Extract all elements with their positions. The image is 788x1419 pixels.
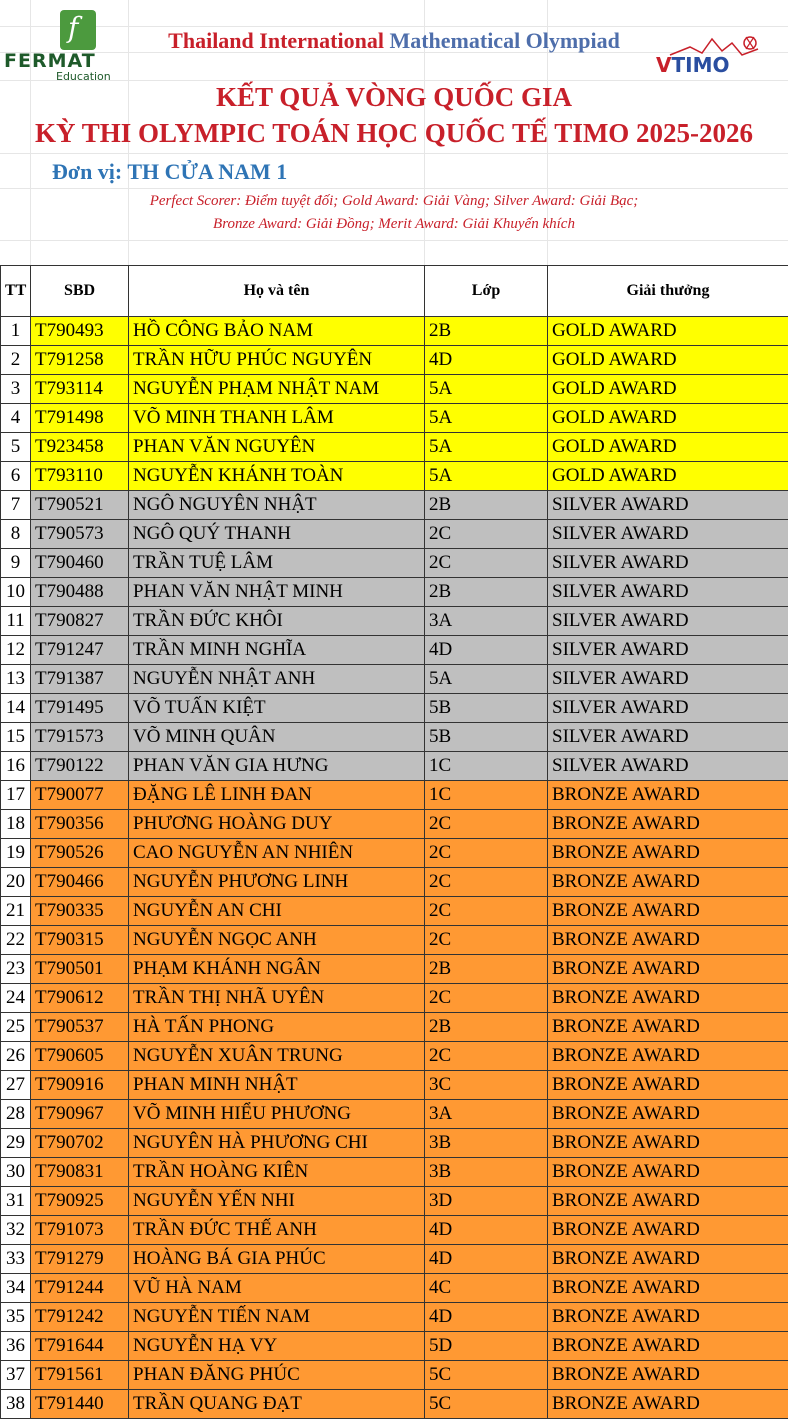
cell-award: BRONZE AWARD	[548, 810, 788, 839]
cell-tt: 36	[1, 1332, 31, 1361]
cell-tt: 3	[1, 375, 31, 404]
cell-award: BRONZE AWARD	[548, 1129, 788, 1158]
results-table	[0, 265, 788, 1419]
cell-award: BRONZE AWARD	[548, 1361, 788, 1390]
timo-logo-word: TIMO	[671, 53, 729, 77]
cell-award: GOLD AWARD	[548, 346, 788, 375]
cell-class: 2B	[425, 491, 548, 520]
cell-award: BRONZE AWARD	[548, 1187, 788, 1216]
cell-sbd: T790122	[31, 752, 129, 781]
award-legend-line2: Bronze Award: Giải Đồng; Merit Award: Giải Khuyến khích	[0, 216, 788, 233]
cell-award: GOLD AWARD	[548, 404, 788, 433]
col-header-class: Lớp	[425, 266, 548, 317]
cell-tt: 24	[1, 984, 31, 1013]
cell-tt: 21	[1, 897, 31, 926]
cell-name: VÕ MINH HIỂU PHƯƠNG	[129, 1100, 425, 1129]
cell-award: SILVER AWARD	[548, 723, 788, 752]
cell-award: GOLD AWARD	[548, 462, 788, 491]
cell-sbd: T790831	[31, 1158, 129, 1187]
fermat-logo-name: FERMAT	[4, 50, 96, 72]
cell-tt: 17	[1, 781, 31, 810]
table-row	[1, 1158, 788, 1187]
cell-sbd: T790466	[31, 868, 129, 897]
cell-tt: 5	[1, 433, 31, 462]
table-row	[1, 810, 788, 839]
cell-class: 4D	[425, 1245, 548, 1274]
cell-class: 5C	[425, 1361, 548, 1390]
timo-logo	[650, 25, 780, 85]
cell-sbd: T791561	[31, 1361, 129, 1390]
cell-sbd: T791440	[31, 1390, 129, 1419]
cell-sbd: T790916	[31, 1071, 129, 1100]
cell-sbd: T790488	[31, 578, 129, 607]
cell-class: 2B	[425, 1013, 548, 1042]
cell-name: PHAN VĂN NGUYÊN	[129, 433, 425, 462]
col-header-award: Giải thưởng	[548, 266, 788, 317]
cell-class: 3B	[425, 1129, 548, 1158]
table-row	[1, 781, 788, 810]
cell-sbd: T790356	[31, 810, 129, 839]
cell-tt: 31	[1, 1187, 31, 1216]
table-row	[1, 897, 788, 926]
table-row	[1, 665, 788, 694]
cell-sbd: T790526	[31, 839, 129, 868]
cell-sbd: T791247	[31, 636, 129, 665]
cell-sbd: T791495	[31, 694, 129, 723]
cell-name: PHẠM KHÁNH NGÂN	[129, 955, 425, 984]
cell-sbd: T791644	[31, 1332, 129, 1361]
cell-award: SILVER AWARD	[548, 665, 788, 694]
cell-name: TRẦN MINH NGHĨA	[129, 636, 425, 665]
cell-class: 5B	[425, 723, 548, 752]
cell-name: NGUYỄN TIẾN NAM	[129, 1303, 425, 1332]
cell-sbd: T923458	[31, 433, 129, 462]
table-header-row	[1, 266, 788, 317]
cell-name: VŨ HÀ NAM	[129, 1274, 425, 1303]
unit-value: TH CỬA NAM 1	[127, 159, 287, 184]
cell-sbd: T791242	[31, 1303, 129, 1332]
cell-name: TRẦN ĐỨC KHÔI	[129, 607, 425, 636]
cell-sbd: T791573	[31, 723, 129, 752]
table-row	[1, 607, 788, 636]
table-row	[1, 1042, 788, 1071]
cell-class: 2C	[425, 1042, 548, 1071]
cell-sbd: T791244	[31, 1274, 129, 1303]
cell-tt: 27	[1, 1071, 31, 1100]
cell-tt: 8	[1, 520, 31, 549]
grid-line	[0, 188, 788, 189]
cell-class: 2C	[425, 549, 548, 578]
cell-class: 5A	[425, 404, 548, 433]
cell-tt: 22	[1, 926, 31, 955]
cell-name: NGUYỄN XUÂN TRUNG	[129, 1042, 425, 1071]
cell-class: 5B	[425, 694, 548, 723]
cell-sbd: T790521	[31, 491, 129, 520]
cell-award: GOLD AWARD	[548, 317, 788, 346]
cell-sbd: T790612	[31, 984, 129, 1013]
table-row	[1, 462, 788, 491]
cell-name: VÕ MINH QUÂN	[129, 723, 425, 752]
cell-name: TRẦN THỊ NHÃ UYÊN	[129, 984, 425, 1013]
cell-class: 3C	[425, 1071, 548, 1100]
cell-award: BRONZE AWARD	[548, 1071, 788, 1100]
cell-name: NGUYỄN NGỌC ANH	[129, 926, 425, 955]
cell-sbd: T790967	[31, 1100, 129, 1129]
unit-label: Đơn vị:	[52, 159, 122, 184]
table-row	[1, 955, 788, 984]
cell-name: TRẦN TUỆ LÂM	[129, 549, 425, 578]
olympiad-title-part2: Mathematical Olympiad	[389, 28, 619, 53]
cell-class: 5A	[425, 462, 548, 491]
cell-name: NGUYỄN PHƯƠNG LINH	[129, 868, 425, 897]
cell-tt: 32	[1, 1216, 31, 1245]
cell-name: NGÔ QUÝ THANH	[129, 520, 425, 549]
cell-award: BRONZE AWARD	[548, 1303, 788, 1332]
cell-award: BRONZE AWARD	[548, 839, 788, 868]
cell-sbd: T791498	[31, 404, 129, 433]
cell-sbd: T790315	[31, 926, 129, 955]
cell-class: 5A	[425, 665, 548, 694]
cell-name: TRẦN HOÀNG KIÊN	[129, 1158, 425, 1187]
cell-tt: 20	[1, 868, 31, 897]
document-header	[0, 0, 788, 265]
cell-sbd: T790605	[31, 1042, 129, 1071]
table-row	[1, 549, 788, 578]
table-row	[1, 1390, 788, 1419]
cell-name: VÕ MINH THANH LÂM	[129, 404, 425, 433]
cell-tt: 26	[1, 1042, 31, 1071]
olympiad-title-part1: Thailand International	[168, 28, 384, 53]
cell-award: BRONZE AWARD	[548, 1274, 788, 1303]
cell-award: SILVER AWARD	[548, 607, 788, 636]
cell-name: PHAN ĐĂNG PHÚC	[129, 1361, 425, 1390]
cell-class: 4D	[425, 1303, 548, 1332]
col-header-tt: TT	[1, 266, 31, 317]
cell-award: BRONZE AWARD	[548, 1100, 788, 1129]
cell-award: BRONZE AWARD	[548, 926, 788, 955]
cell-name: NGUYỄN YẾN NHI	[129, 1187, 425, 1216]
table-row	[1, 1129, 788, 1158]
cell-tt: 7	[1, 491, 31, 520]
cell-tt: 4	[1, 404, 31, 433]
cell-tt: 35	[1, 1303, 31, 1332]
cell-class: 5C	[425, 1390, 548, 1419]
cell-sbd: T790827	[31, 607, 129, 636]
cell-award: BRONZE AWARD	[548, 984, 788, 1013]
table-row	[1, 1332, 788, 1361]
cell-class: 4C	[425, 1274, 548, 1303]
cell-tt: 38	[1, 1390, 31, 1419]
cell-award: BRONZE AWARD	[548, 955, 788, 984]
cell-tt: 37	[1, 1361, 31, 1390]
cell-sbd: T790077	[31, 781, 129, 810]
table-row	[1, 433, 788, 462]
cell-award: BRONZE AWARD	[548, 1390, 788, 1419]
cell-award: GOLD AWARD	[548, 433, 788, 462]
cell-tt: 11	[1, 607, 31, 636]
cell-sbd: T791073	[31, 1216, 129, 1245]
cell-sbd: T790702	[31, 1129, 129, 1158]
table-row	[1, 636, 788, 665]
cell-award: SILVER AWARD	[548, 636, 788, 665]
table-row	[1, 1013, 788, 1042]
cell-sbd: T791279	[31, 1245, 129, 1274]
cell-class: 2B	[425, 955, 548, 984]
table-row	[1, 839, 788, 868]
cell-class: 4D	[425, 346, 548, 375]
table-row	[1, 694, 788, 723]
cell-name: CAO NGUYỄN AN NHIÊN	[129, 839, 425, 868]
grid-line	[0, 240, 788, 241]
cell-tt: 14	[1, 694, 31, 723]
cell-award: BRONZE AWARD	[548, 1158, 788, 1187]
cell-name: NGUYỄN PHẠM NHẬT NAM	[129, 375, 425, 404]
cell-sbd: T790335	[31, 897, 129, 926]
cell-tt: 2	[1, 346, 31, 375]
table-row	[1, 752, 788, 781]
cell-award: SILVER AWARD	[548, 694, 788, 723]
award-legend-line1: Perfect Scorer: Điểm tuyệt đối; Gold Award: Giải Vàng; Silver Award: Giải Bạc;	[0, 193, 788, 210]
cell-award: SILVER AWARD	[548, 578, 788, 607]
fermat-logo-letter: f	[68, 11, 78, 44]
table-row	[1, 346, 788, 375]
table-row	[1, 491, 788, 520]
page-title-line2: KỲ THI OLYMPIC TOÁN HỌC QUỐC TẾ TIMO 2025-2026	[0, 118, 788, 149]
cell-tt: 16	[1, 752, 31, 781]
cell-award: SILVER AWARD	[548, 491, 788, 520]
col-header-name: Họ và tên	[129, 266, 425, 317]
cell-tt: 18	[1, 810, 31, 839]
cell-class: 3A	[425, 1100, 548, 1129]
cell-tt: 13	[1, 665, 31, 694]
cell-tt: 15	[1, 723, 31, 752]
table-row	[1, 1361, 788, 1390]
cell-name: PHƯƠNG HOÀNG DUY	[129, 810, 425, 839]
cell-tt: 29	[1, 1129, 31, 1158]
timo-logo-text	[656, 53, 729, 77]
cell-tt: 33	[1, 1245, 31, 1274]
table-row	[1, 1100, 788, 1129]
unit-line	[52, 159, 287, 185]
cell-tt: 6	[1, 462, 31, 491]
page-title-line1: KẾT QUẢ VÒNG QUỐC GIA	[0, 82, 788, 113]
table-row	[1, 1245, 788, 1274]
cell-name: PHAN VĂN NHẬT MINH	[129, 578, 425, 607]
cell-sbd: T791387	[31, 665, 129, 694]
cell-award: SILVER AWARD	[548, 549, 788, 578]
cell-class: 3B	[425, 1158, 548, 1187]
cell-tt: 19	[1, 839, 31, 868]
table-row	[1, 868, 788, 897]
cell-sbd: T790460	[31, 549, 129, 578]
cell-class: 1C	[425, 781, 548, 810]
cell-class: 2C	[425, 926, 548, 955]
cell-name: ĐẶNG LÊ LINH ĐAN	[129, 781, 425, 810]
cell-name: HOÀNG BÁ GIA PHÚC	[129, 1245, 425, 1274]
cell-sbd: T790573	[31, 520, 129, 549]
cell-award: BRONZE AWARD	[548, 897, 788, 926]
cell-sbd: T791258	[31, 346, 129, 375]
cell-sbd: T790493	[31, 317, 129, 346]
cell-class: 4D	[425, 1216, 548, 1245]
table-row	[1, 404, 788, 433]
cell-class: 2C	[425, 520, 548, 549]
cell-class: 1C	[425, 752, 548, 781]
cell-award: BRONZE AWARD	[548, 1042, 788, 1071]
cell-tt: 1	[1, 317, 31, 346]
cell-class: 2C	[425, 839, 548, 868]
fermat-logo-sub: Education	[56, 70, 111, 83]
cell-award: BRONZE AWARD	[548, 1013, 788, 1042]
cell-tt: 12	[1, 636, 31, 665]
cell-tt: 30	[1, 1158, 31, 1187]
table-row	[1, 926, 788, 955]
cell-award: BRONZE AWARD	[548, 1245, 788, 1274]
cell-award: BRONZE AWARD	[548, 1216, 788, 1245]
cell-sbd: T790501	[31, 955, 129, 984]
cell-award: SILVER AWARD	[548, 752, 788, 781]
cell-name: TRẦN QUANG ĐẠT	[129, 1390, 425, 1419]
cell-tt: 28	[1, 1100, 31, 1129]
cell-name: NGUYỄN AN CHI	[129, 897, 425, 926]
cell-name: PHAN MINH NHẬT	[129, 1071, 425, 1100]
cell-sbd: T790925	[31, 1187, 129, 1216]
cell-class: 5D	[425, 1332, 548, 1361]
cell-tt: 10	[1, 578, 31, 607]
cell-class: 5A	[425, 433, 548, 462]
table-row	[1, 1303, 788, 1332]
cell-class: 2B	[425, 317, 548, 346]
cell-name: NGUYÊN HÀ PHƯƠNG CHI	[129, 1129, 425, 1158]
cell-tt: 9	[1, 549, 31, 578]
cell-class: 2C	[425, 810, 548, 839]
table-row	[1, 578, 788, 607]
cell-sbd: T790537	[31, 1013, 129, 1042]
cell-award: BRONZE AWARD	[548, 781, 788, 810]
cell-name: HÀ TẤN PHONG	[129, 1013, 425, 1042]
table-row	[1, 984, 788, 1013]
cell-class: 3A	[425, 607, 548, 636]
cell-sbd: T793114	[31, 375, 129, 404]
timo-logo-prefix: V	[656, 53, 671, 77]
cell-name: VÕ TUẤN KIỆT	[129, 694, 425, 723]
table-row	[1, 723, 788, 752]
table-row	[1, 317, 788, 346]
table-row	[1, 1274, 788, 1303]
cell-tt: 34	[1, 1274, 31, 1303]
cell-class: 4D	[425, 636, 548, 665]
table-row	[1, 1216, 788, 1245]
cell-class: 2C	[425, 984, 548, 1013]
cell-name: NGÔ NGUYÊN NHẬT	[129, 491, 425, 520]
cell-award: GOLD AWARD	[548, 375, 788, 404]
cell-name: HỒ CÔNG BẢO NAM	[129, 317, 425, 346]
cell-sbd: T793110	[31, 462, 129, 491]
cell-award: BRONZE AWARD	[548, 1332, 788, 1361]
cell-class: 2C	[425, 868, 548, 897]
cell-name: TRẦN ĐỨC THẾ ANH	[129, 1216, 425, 1245]
table-row	[1, 1071, 788, 1100]
cell-name: NGUYỄN HẠ VY	[129, 1332, 425, 1361]
table-row	[1, 1187, 788, 1216]
cell-name: TRẦN HỮU PHÚC NGUYÊN	[129, 346, 425, 375]
cell-name: PHAN VĂN GIA HƯNG	[129, 752, 425, 781]
results-table-body	[1, 317, 788, 1419]
col-header-sbd: SBD	[31, 266, 129, 317]
cell-name: NGUYỄN NHẬT ANH	[129, 665, 425, 694]
cell-award: SILVER AWARD	[548, 520, 788, 549]
cell-award: BRONZE AWARD	[548, 868, 788, 897]
cell-class: 2B	[425, 578, 548, 607]
cell-class: 3D	[425, 1187, 548, 1216]
cell-name: NGUYỄN KHÁNH TOÀN	[129, 462, 425, 491]
grid-line	[0, 153, 788, 154]
cell-tt: 25	[1, 1013, 31, 1042]
table-row	[1, 375, 788, 404]
cell-class: 2C	[425, 897, 548, 926]
cell-tt: 23	[1, 955, 31, 984]
cell-class: 5A	[425, 375, 548, 404]
table-row	[1, 520, 788, 549]
